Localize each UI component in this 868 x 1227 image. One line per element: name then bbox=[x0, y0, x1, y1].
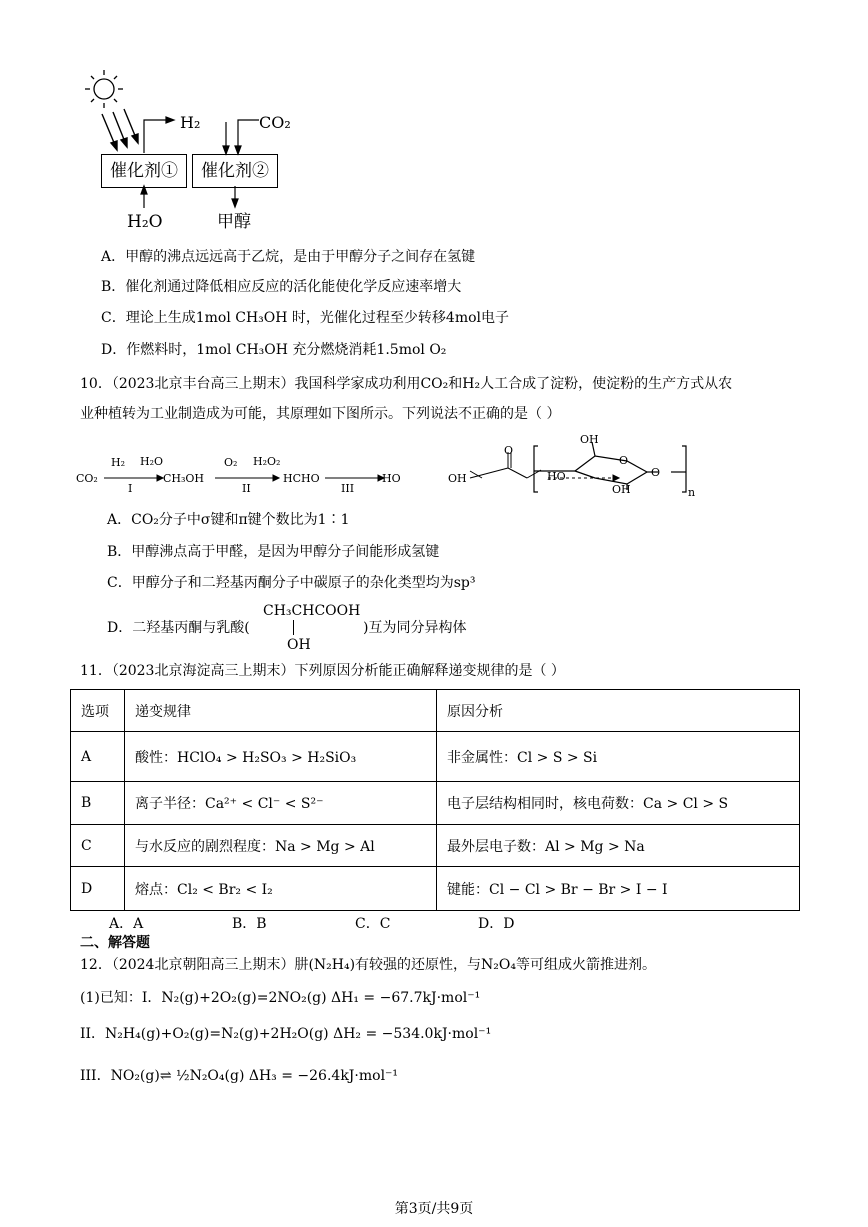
co2-label: CO₂ bbox=[259, 113, 291, 132]
scheme-h2: H₂ bbox=[111, 456, 126, 469]
row-b-trend: 离子半径：Ca²⁺ < Cl⁻ < S²⁻ bbox=[125, 782, 437, 825]
row-a-label: A bbox=[71, 732, 125, 782]
scheme-step-1: I bbox=[128, 482, 133, 495]
scheme-step-2: II bbox=[242, 482, 251, 495]
q12-equation-3: III．NO₂(g)⇌ ½N₂O₄(g) ΔH₃ = −26.4kJ·mol⁻¹ bbox=[80, 1068, 399, 1084]
q11-answer-c: C．C bbox=[355, 916, 391, 932]
row-c-label: C bbox=[71, 825, 125, 867]
lactic-acid-bond bbox=[293, 620, 294, 635]
q11-answer-d: D．D bbox=[478, 916, 515, 932]
section-heading: 二、解答题 bbox=[80, 935, 150, 951]
header-option: 选项 bbox=[71, 690, 125, 732]
scheme-h2o: H₂O bbox=[140, 455, 164, 468]
row-b-label: B bbox=[71, 782, 125, 825]
scheme-o2: O₂ bbox=[224, 456, 238, 469]
q10-option-a: A．CO₂分子中σ键和π键个数比为1∶1 bbox=[107, 512, 350, 528]
scheme-ch3oh: CH₃OH bbox=[163, 472, 205, 485]
row-b-reason: 电子层结构相同时，核电荷数：Ca > Cl > S bbox=[437, 782, 800, 825]
q12-equation-1: (1)已知：I．N₂(g)+2O₂(g)=2NO₂(g) ΔH₁ = −67.7kJ·mol⁻¹ bbox=[80, 990, 481, 1006]
lactic-acid-formula: CH₃CHCOOH bbox=[263, 603, 361, 619]
starch-ho: HO bbox=[547, 470, 566, 483]
scheme-hcho: HCHO bbox=[283, 472, 320, 485]
lactic-acid-oh: OH bbox=[287, 637, 311, 653]
row-a-trend: 酸性：HClO₄ > H₂SO₃ > H₂SiO₃ bbox=[125, 732, 437, 782]
q9-option-b: B．催化剂通过降低相应反应的活化能使化学反应速率增大 bbox=[101, 279, 462, 295]
q12-stem: 12．（2024北京朝阳高三上期末）肼(N₂H₄)有较强的还原性，与N₂O₄等可组成火箭推进剂。 bbox=[80, 957, 657, 973]
table-row bbox=[71, 825, 800, 867]
scheme-co2: CO₂ bbox=[76, 472, 98, 485]
q11-answer-a: A．A bbox=[109, 916, 144, 932]
row-d-label: D bbox=[71, 867, 125, 911]
table-row bbox=[71, 867, 800, 911]
catalyst-1-box: 催化剂① bbox=[101, 154, 187, 188]
photocatalysis-diagram bbox=[80, 62, 310, 237]
row-c-trend: 与水反应的剧烈程度：Na > Mg > Al bbox=[125, 825, 437, 867]
q11-table bbox=[70, 689, 800, 911]
q10-option-d-start: D．二羟基丙酮与乳酸( bbox=[107, 620, 250, 636]
q9-option-c: C．理论上生成1mol CH₃OH 时，光催化过程至少转移4mol电子 bbox=[101, 310, 510, 326]
q9-option-a: A．甲醇的沸点远远高于乙烷，是由于甲醇分子之间存在氢键 bbox=[101, 249, 476, 265]
starch-oh-bottom: OH bbox=[612, 483, 631, 496]
q10-option-d-end: )互为同分异构体 bbox=[363, 620, 467, 636]
light-ray-arrows bbox=[102, 109, 138, 150]
q9-option-d: D．作燃料时，1mol CH₃OH 充分燃烧消耗1.5mol O₂ bbox=[101, 342, 447, 358]
scheme-h2o2: H₂O₂ bbox=[253, 455, 281, 468]
q10-option-c: C．甲醇分子和二羟基丙酮分子中碳原子的杂化类型均为sp³ bbox=[107, 575, 476, 591]
scheme-o-ketone: O bbox=[504, 444, 514, 457]
q11-answer-b: B．B bbox=[232, 916, 267, 932]
starch-oh-top: OH bbox=[580, 433, 599, 446]
page-footer: 第3页/共9页 bbox=[394, 1201, 474, 1217]
table-row bbox=[71, 732, 800, 782]
row-d-trend: 熔点：Cl₂ < Br₂ < I₂ bbox=[125, 867, 437, 911]
h2-label: H₂ bbox=[180, 113, 201, 132]
q10-stem-line1: 10．（2023北京丰台高三上期末）我国科学家成功利用CO₂和H₂人工合成了淀粉，使淀粉的生产方式从农 bbox=[80, 376, 733, 392]
starch-subscript-n: n bbox=[688, 486, 696, 499]
scheme-ho-left: HO bbox=[382, 472, 401, 485]
table-header-row bbox=[71, 690, 800, 732]
scheme-oh-right: OH bbox=[448, 472, 467, 485]
methanol-label: 甲醇 bbox=[217, 212, 251, 232]
header-reason: 原因分析 bbox=[437, 690, 800, 732]
table-row bbox=[71, 782, 800, 825]
row-a-reason: 非金属性：Cl > S > Si bbox=[437, 732, 800, 782]
sun-icon bbox=[85, 70, 123, 108]
catalyst-2-box: 催化剂② bbox=[192, 154, 278, 188]
q11-stem: 11．（2023北京海淀高三上期末）下列原因分析能正确解释递变规律的是（ ） bbox=[80, 663, 565, 679]
row-c-reason: 最外层电子数：Al > Mg > Na bbox=[437, 825, 800, 867]
header-trend: 递变规律 bbox=[125, 690, 437, 732]
q10-option-b: B．甲醇沸点高于甲醛，是因为甲醇分子间能形成氢键 bbox=[107, 544, 440, 560]
row-d-reason: 键能：Cl − Cl > Br − Br > I − I bbox=[437, 867, 800, 911]
water-label: H₂O bbox=[127, 212, 163, 232]
q12-equation-2: II．N₂H₄(g)+O₂(g)=N₂(g)+2H₂O(g) ΔH₂ = −534.0kJ·mol⁻¹ bbox=[80, 1026, 492, 1042]
q10-stem-line2: 业种植转为工业制造成为可能，其原理如下图所示。下列说法不正确的是（ ） bbox=[80, 406, 561, 422]
scheme-step-3: III bbox=[341, 482, 355, 495]
starch-ring-o: O bbox=[619, 454, 629, 467]
starch-link-o: O bbox=[651, 466, 661, 479]
